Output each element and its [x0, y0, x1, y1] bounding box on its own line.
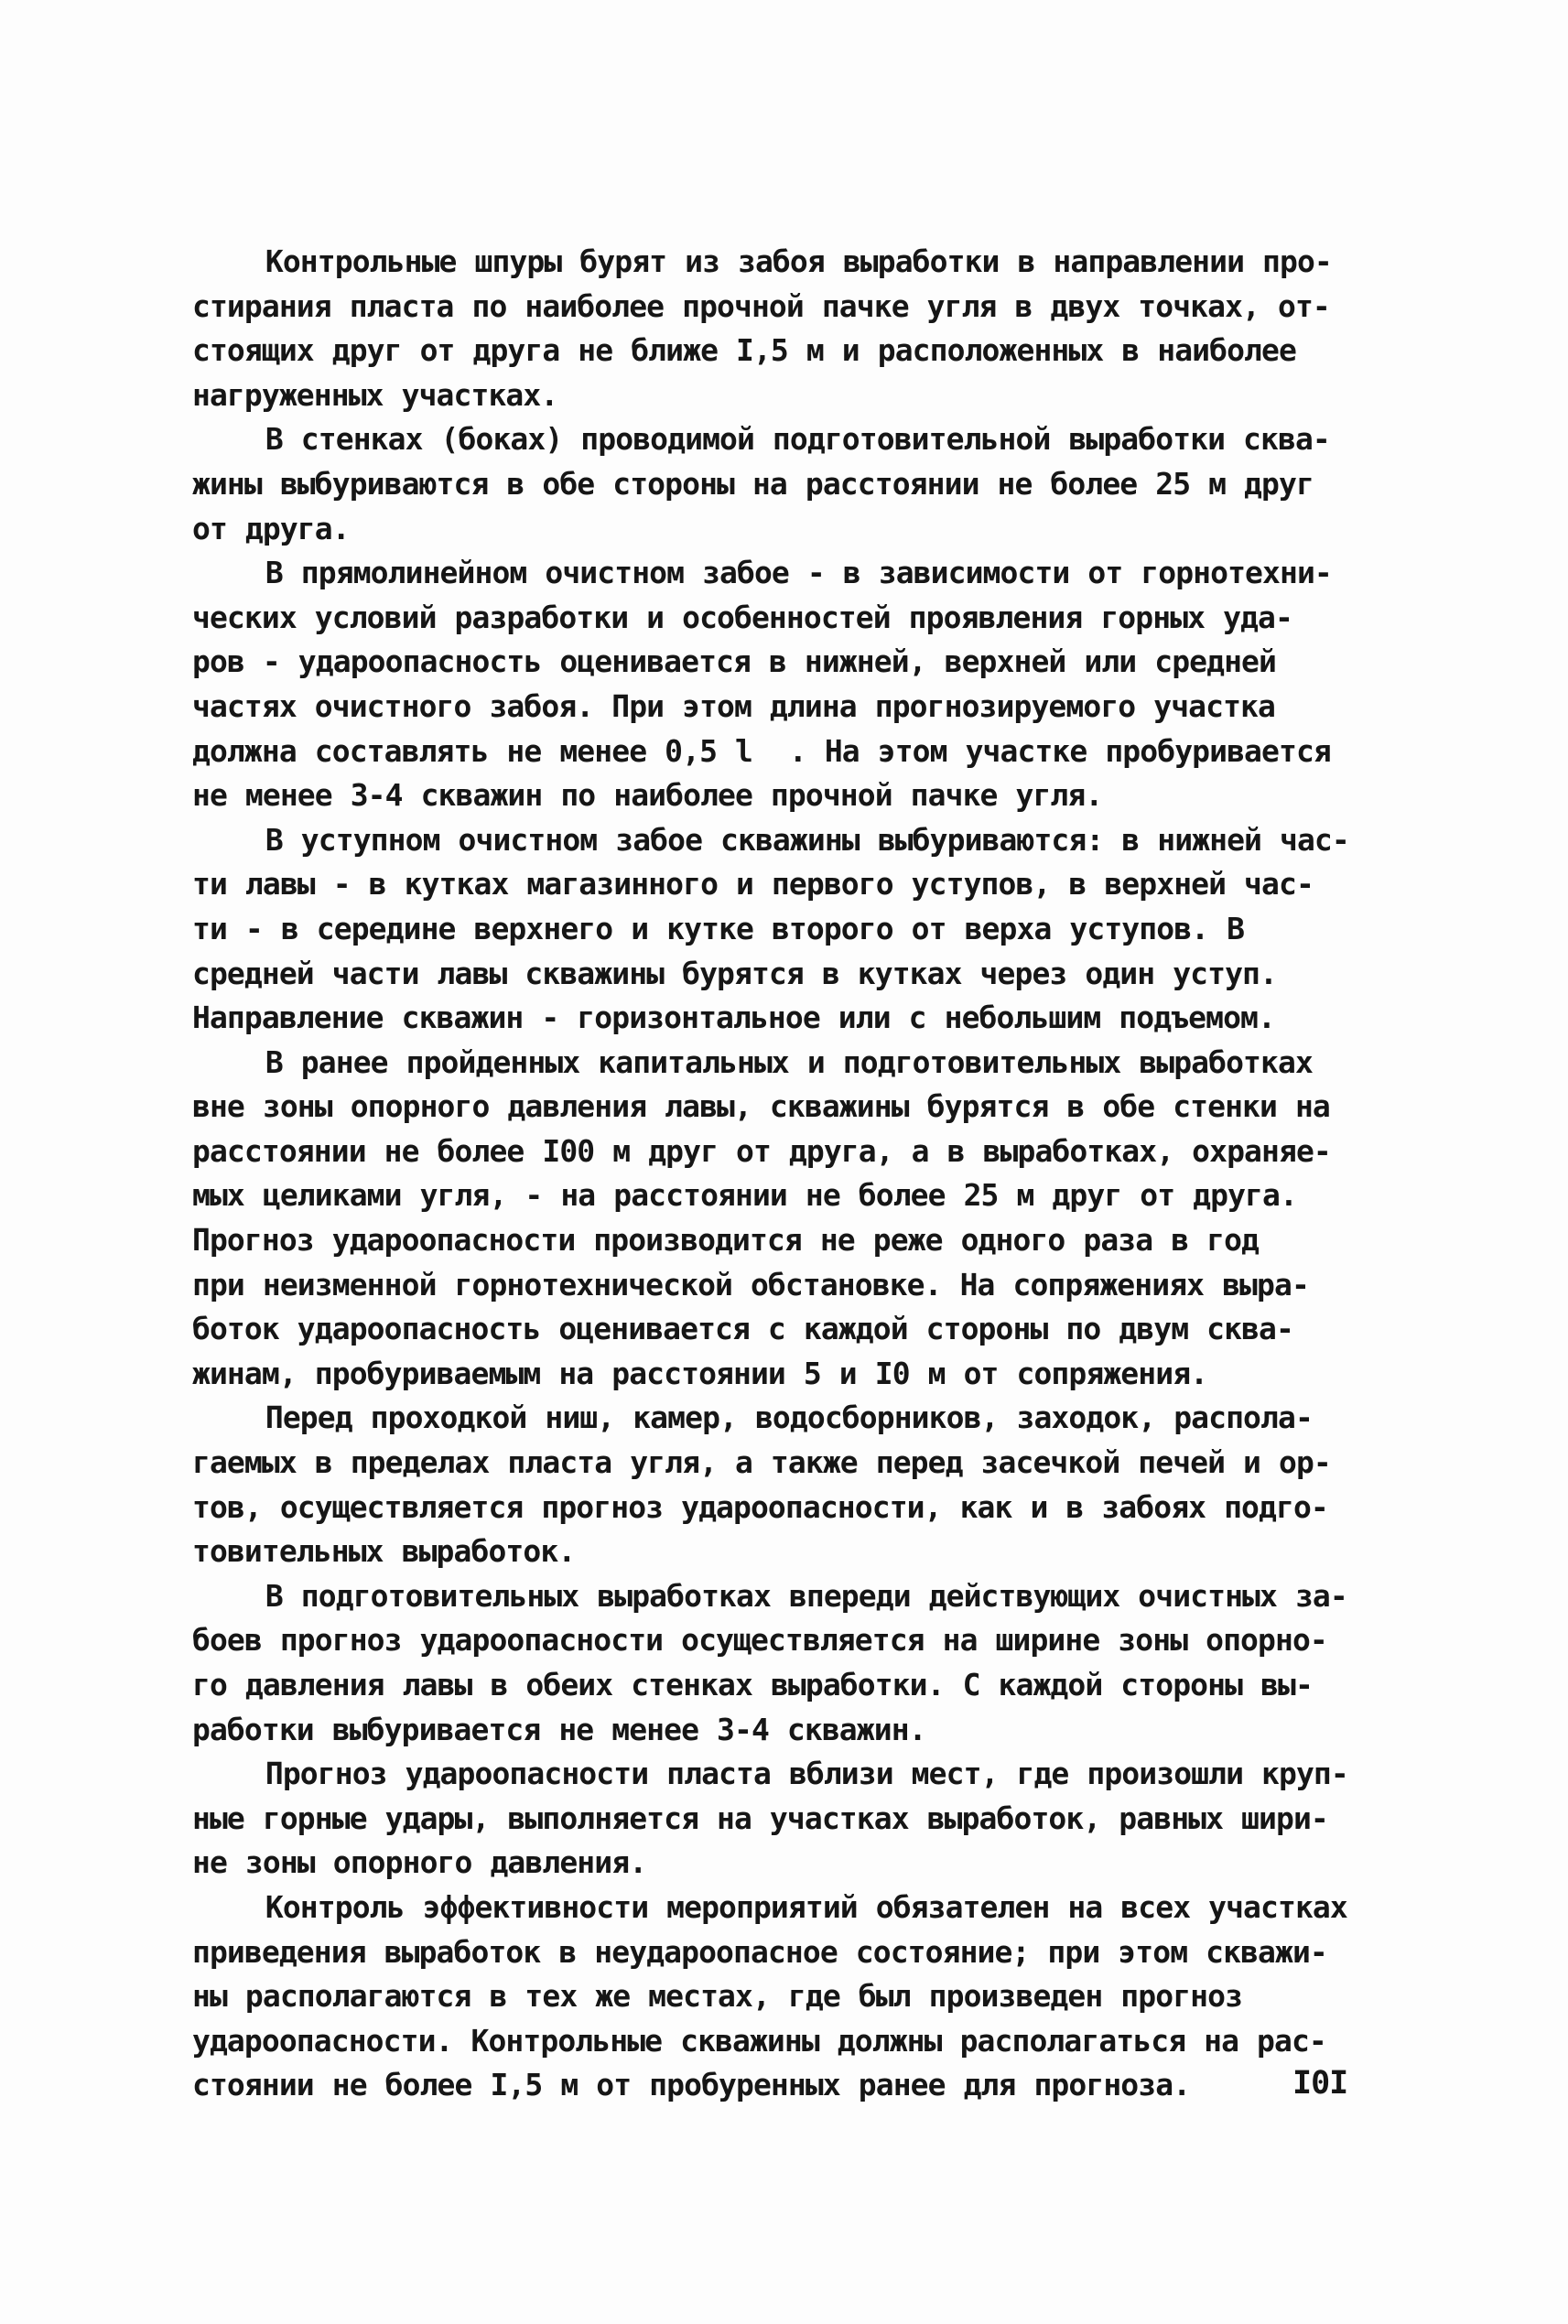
paragraph-niches [192, 1396, 1400, 1573]
text-line: В прямолинейном очистном забое - в зависимости от горнотехни- [192, 555, 1332, 591]
text-line: Перед проходкой ниш, камер, водосборников, заходок, распола- [192, 1400, 1313, 1436]
text-line: В стенках (боках) проводимой подготовительной выработки сква- [192, 421, 1330, 458]
text-line: стоянии не более I,5 м от пробуренных ранее для прогноза. [192, 2067, 1191, 2103]
text-line: В ранее пройденных капитальных и подготовительных выработках [192, 1043, 1313, 1080]
text-line: расстоянии не более I00 м друг от друга, а в выработках, охраняе- [192, 1132, 1331, 1169]
text-line: жины выбуриваются в обе стороны на расстоянии не более 25 м друг [192, 465, 1314, 502]
text-line: Направление скважин - горизонтальное или с небольшим подъемом. [192, 1000, 1275, 1036]
text-line: ти - в середине верхнего и кутке второго от верха уступов. В [192, 910, 1245, 946]
text-line: работки выбуривается не менее 3-4 скважин. [192, 1711, 926, 1747]
text-line: ные горные удары, выполняется на участках выработок, равных шири- [192, 1800, 1328, 1836]
text-line: гаемых в пределах пласта угля, а также перед засечкой печей и ор- [192, 1444, 1331, 1481]
text-line: ти лавы - в кутках магазинного и первого уступов, в верхней час- [192, 866, 1314, 903]
text-line: В уступном очистном забое скважины выбуриваются: в нижней час- [192, 821, 1349, 858]
text-line: не менее 3-4 скважин по наиболее прочной пачке угля. [192, 777, 1103, 814]
body-text [192, 240, 1400, 2108]
text-line: Контроль эффективности мероприятий обязателен на всех участках [192, 1888, 1347, 1925]
text-line: Прогноз удароопасности производится не реже одного раза в год [192, 1222, 1260, 1259]
text-line: товительных выработок. [192, 1533, 576, 1570]
paragraph-control-holes [192, 240, 1400, 417]
text-line: ны располагаются в тех же местах, где был произведен прогноз [192, 1978, 1243, 2015]
text-line: жинам, пробуриваемым на расстоянии 5 и I0 м от сопряжения. [192, 1355, 1208, 1391]
text-line: стирания пласта по наиболее прочной пачке угля в двух точках, от- [192, 287, 1330, 324]
paragraph-effectiveness-control [192, 1886, 1400, 2108]
text-line: боев прогноз удароопасности осуществляется на ширине зоны опорно- [192, 1622, 1327, 1659]
text-line: ров - удароопасность оценивается в нижней, верхней или средней [192, 643, 1276, 680]
text-line: средней части лавы скважины бурятся в кутках через один уступ. [192, 955, 1277, 991]
text-line: должна составлять не менее 0,5 l . На этом участке пробуривается [192, 732, 1331, 769]
text-line: В подготовительных выработках впереди действующих очистных за- [192, 1577, 1347, 1614]
page-number: I0I [1292, 2065, 1348, 2102]
paragraph-earlier-workings [192, 1041, 1400, 1397]
text-line: от друга. [192, 510, 350, 546]
paragraph-straight-face [192, 551, 1400, 818]
text-line: тов, осуществляется прогноз удароопасности, как и в забоях подго- [192, 1488, 1328, 1525]
text-line: нагруженных участках. [192, 376, 558, 413]
text-line: не зоны опорного давления. [192, 1844, 647, 1881]
text-line: мых целиками угля, - на расстоянии не более 25 м друг от друга. [192, 1177, 1297, 1214]
text-line: при неизменной горнотехнической обстановке. На сопряжениях выра- [192, 1266, 1309, 1303]
paragraph-walls [192, 417, 1400, 551]
text-line: частях очистного забоя. При этом длина прогнозируемого участка [192, 687, 1275, 724]
text-line: приведения выработок в неудароопасное состояние; при этом скважи- [192, 1933, 1327, 1970]
text-line: Прогноз удароопасности пласта вблизи мест, где произошли круп- [192, 1756, 1348, 1792]
paragraph-major-bumps [192, 1752, 1400, 1886]
text-line: боток удароопасность оценивается с каждой стороны по двум сква- [192, 1311, 1293, 1347]
text-line: го давления лавы в обеих стенках выработки. С каждой стороны вы- [192, 1667, 1313, 1702]
paragraph-stepped-face [192, 818, 1400, 1041]
text-line: вне зоны опорного давления лавы, скважины бурятся в обе стенки на [192, 1088, 1330, 1125]
paragraph-ahead-of-faces [192, 1574, 1400, 1752]
text-line: удароопасности. Контрольные скважины должны располагаться на рас- [192, 2022, 1326, 2059]
text-line: ческих условий разработки и особенностей проявления горных уда- [192, 599, 1292, 635]
text-line: стоящих друг от друга не ближе I,5 м и расположенных в наиболее [192, 332, 1296, 369]
text-line: Контрольные шпуры бурят из забоя выработки в направлении про- [192, 243, 1332, 279]
